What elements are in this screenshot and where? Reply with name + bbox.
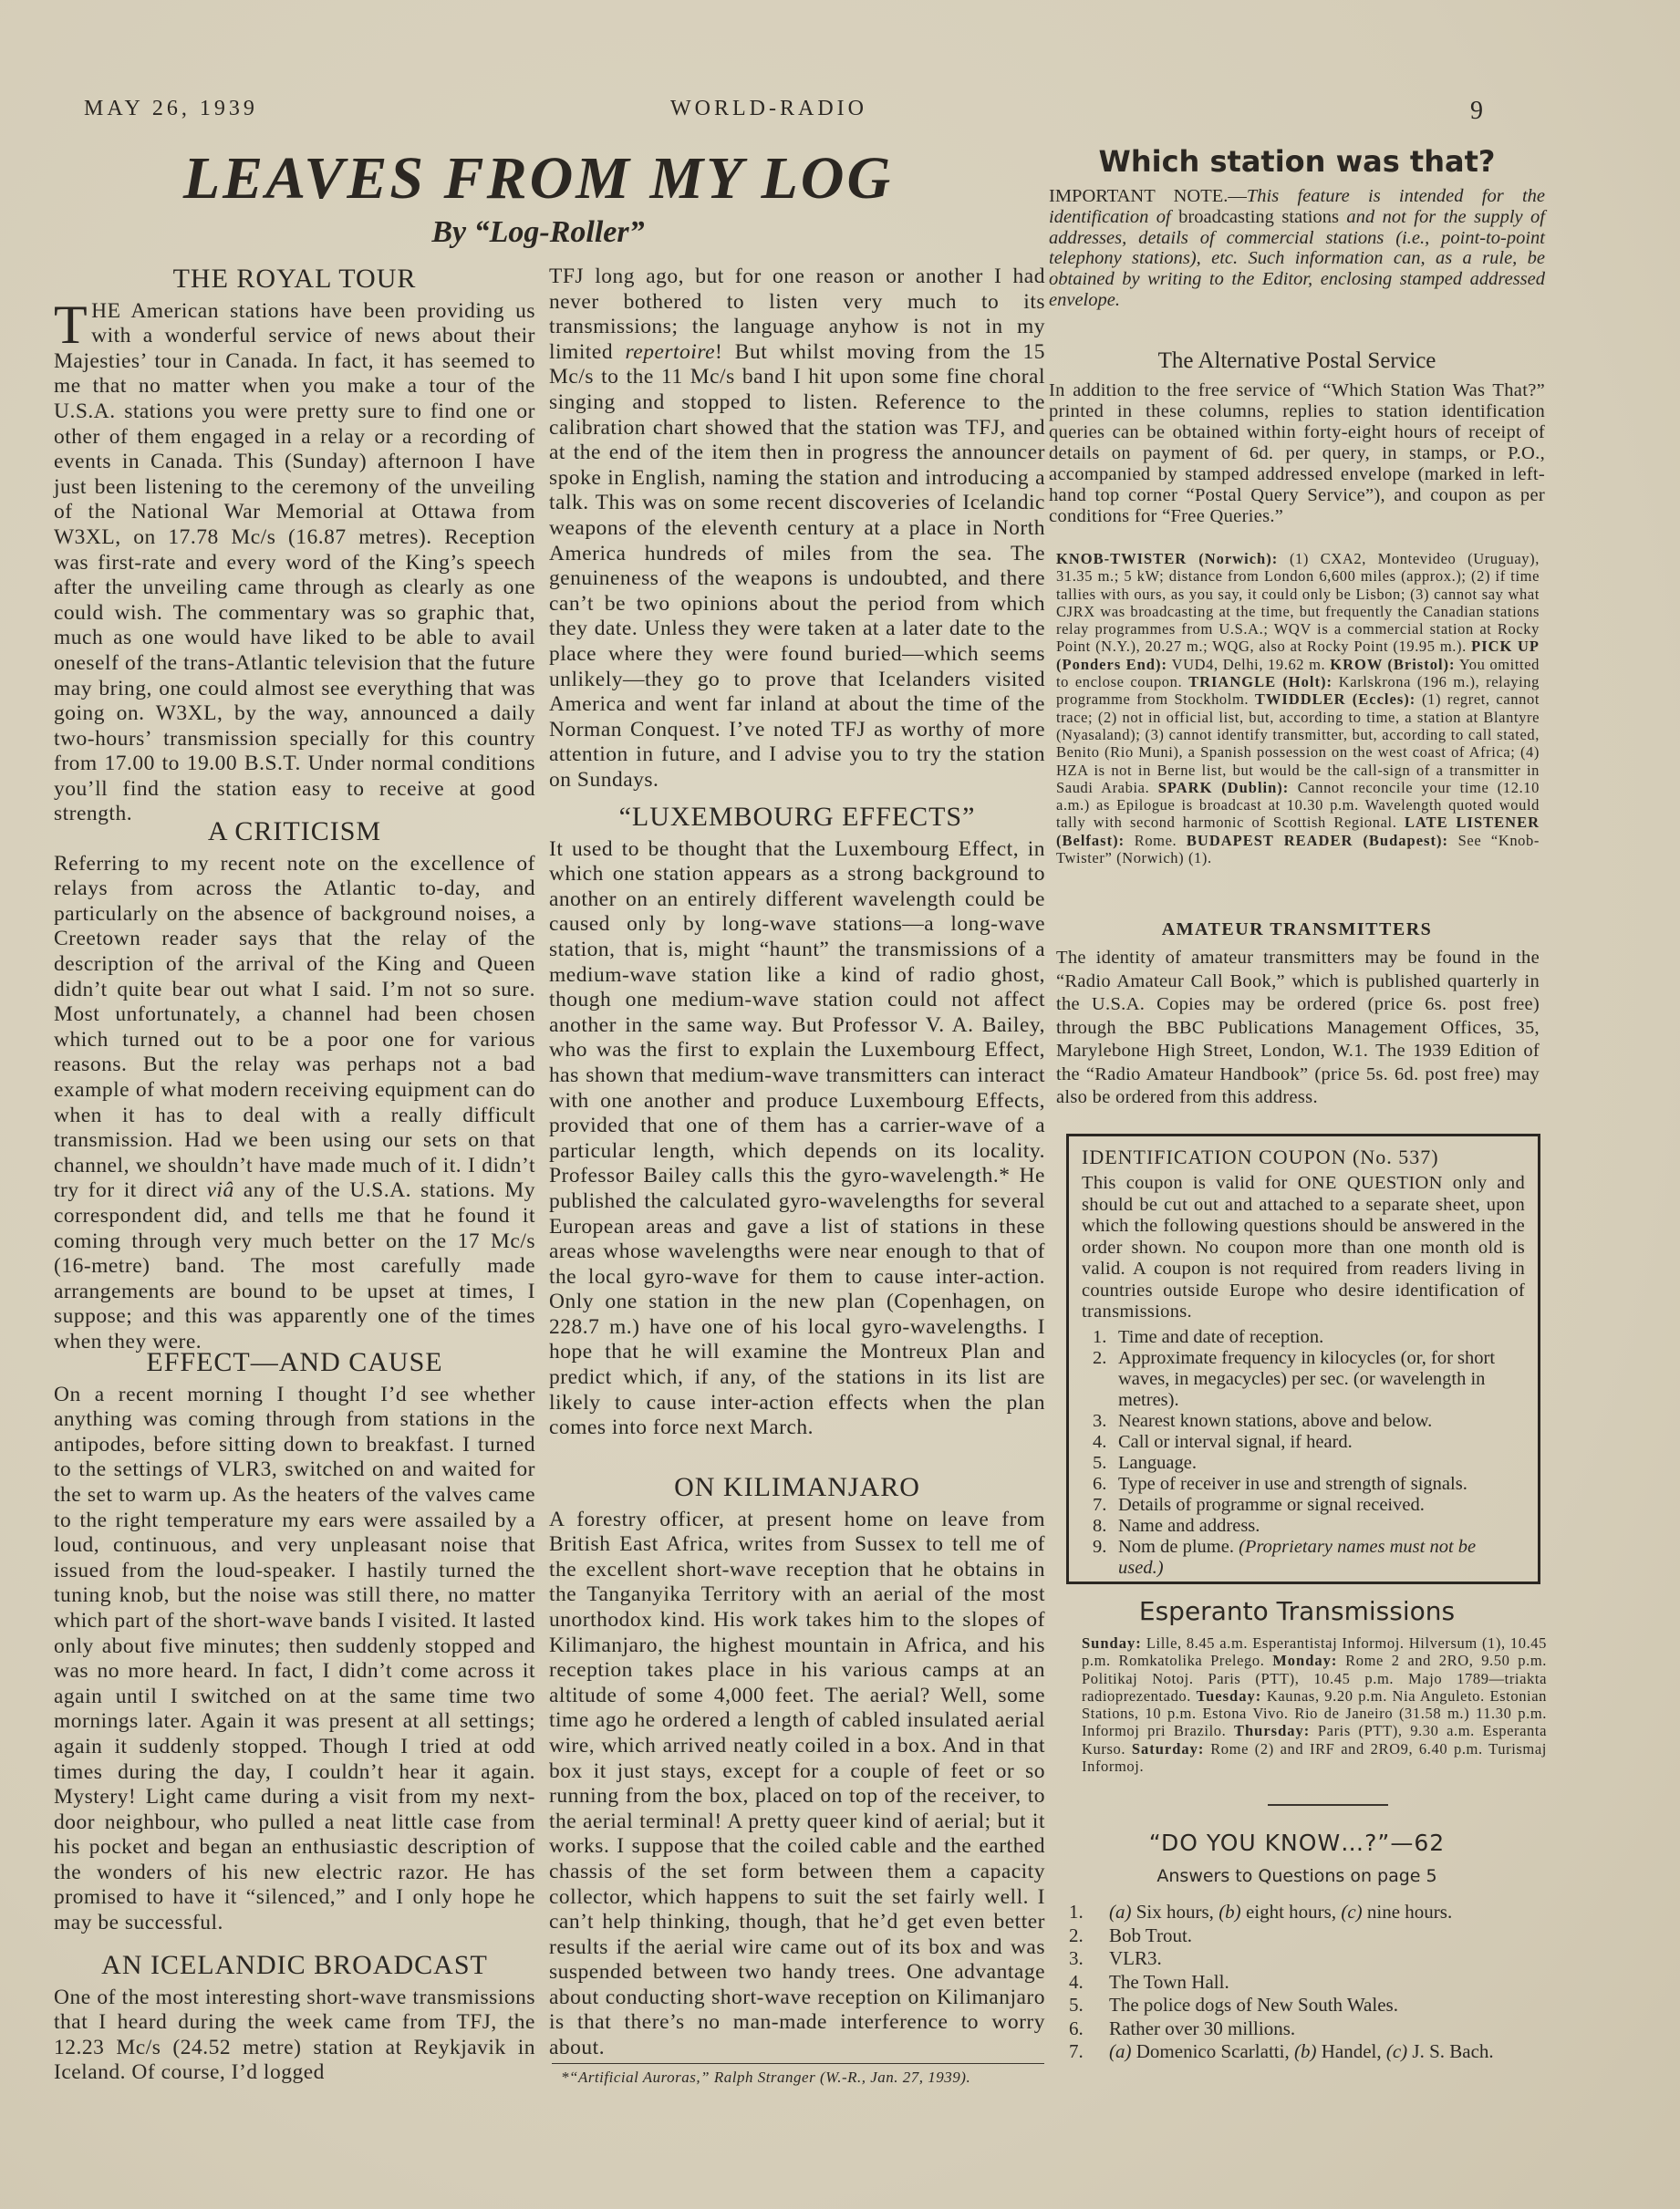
text-run: Approximate frequency in kilocycles (or, for short waves, in megacycles) per sec. (or wavelength in metres). [1118,1347,1496,1410]
answers-list [1069,1901,1547,2064]
paragraph [54,1383,535,1936]
text-run: nine hours. [1362,1901,1453,1923]
item-number: 2. [1069,1924,1084,1946]
list-item [1069,2017,1547,2041]
text-run: TFJ long ago, but for one reason or another I had never bothered to listen very much to its transmissions; the language anyhow is not in my limited [549,264,1045,364]
paragraph [54,1986,535,2086]
esperanto-heading: Esperanto Transmissions [1138,1596,1456,1626]
text-run: J. S. Bach. [1407,2040,1494,2062]
text-run: Six hours, [1131,1901,1219,1923]
bold-run: Tuesday: [1196,1686,1262,1705]
text-run: Nom de plume. [1118,1536,1239,1557]
amateur-heading: AMATEUR TRANSMITTERS [1161,919,1433,939]
list-item [1082,1516,1525,1537]
page-number: 9 [1470,97,1487,125]
item-number: 8. [1093,1515,1107,1536]
article-byline: By “Log-Roller” [431,215,645,249]
text-run: Paris (PTT), 9.30 a.m. Esperanta Kurso. [1082,1722,1547,1758]
list-item [1082,1348,1525,1411]
text-run: One of the most interesting short-wave transmissions that I heard during the week came from TFJ, the 12.23 Mc/s (24.52 metre) station at Reykjavik in Iceland. Of course, I’d logged [54,1985,535,2085]
coupon-question-list [1082,1327,1525,1579]
item-number: 4. [1069,1970,1084,1993]
text-run: and not for the supply of addresses, details of commercial stations (i.e., point-to-point telephony stations), etc. Such information can, as a rule, be obtained by writing to the Editor, enclosing stamped addressed envelope. [1049,206,1546,310]
station-answers [1056,550,1540,866]
text-run: Language. [1118,1452,1197,1473]
bold-run: TRIANGLE (Holt): [1188,673,1333,691]
bold-run: Monday: [1272,1652,1338,1670]
text-run: Details of programme or signal received. [1118,1494,1425,1515]
bold-run: LATE LISTENER (Belfast): [1056,814,1540,849]
paragraph [549,1508,1045,2061]
text-run: broadcasting stations [1178,206,1339,227]
important-note [1049,186,1545,311]
item-number: 1. [1093,1326,1107,1347]
text-run: Rome. [1125,831,1187,849]
which-station-title: Which station was that? [1098,144,1496,179]
footnote: *“Artificial Auroras,” Ralph Stranger (W.-R., Jan. 27, 1939). [561,2069,971,2086]
text-run: Handel, [1316,2040,1386,2062]
list-item [1082,1327,1525,1348]
text-run: HE American stations have been providing us with a wonderful service of news about their Majesties’ tour in Canada. In fact, it has seemed to me that no matter when you make a tour of the U.S.A. stations you were pretty sure to find one or other of them engaged in a relay or a recording of events in Canada. This (Sunday) afternoon I have just been listening to the ceremony of the unveiling of the National War Memorial at Ottawa from W3XL, on 17.78 Mc/s (16.87 metres). Reception was first-rate and every word of the King’s speech after the unveiling came through as clearly as one could wish. The commentary was so graphic that, much as one would have liked to be able to avail oneself of the trans-Atlantic television that the future may bring, one could almost see everything that was going on. W3XL, by the way, announced a daily two-hours’ transmission specially for this country from 17.00 to 19.00 B.S.T. Under normal conditions you’ll find the station easy to receive at good strength. [54,298,535,826]
text-run: See “Knob-Twister” (Norwich) (1). [1056,831,1540,867]
section-effect-and-cause [54,1347,535,1936]
list-item [1082,1453,1525,1474]
esperanto-schedule [1082,1634,1547,1775]
item-number: 2. [1093,1347,1107,1368]
section-luxembourg-effects [549,804,1045,1441]
footnote-divider [552,2063,1044,2064]
text-run: IMPORTANT NOTE.— [1049,186,1247,206]
text-run: A forestry officer, at present home on leave from British East Africa, writes from Sussex to tell me of the excellent short-wave reception that he obtains in the Tanganyika Territory with an aerial of the most unorthodox kind. His work takes him to the slopes of Kilimanjaro, the highest mountain in Africa, and his reception takes place in his various camps at an altitude of some 4,000 feet. The aerial? Well, some time ago he ordered a length of cabled insulated aerial wire, which arrived neatly coiled in a box. And in that box it just stays, except for a couple of feet or so running from the box, placed on top of the receiver, to the aerial terminal! A pretty queer kind of aerial; but it works. I suppose that the coiled cable and the earthed chassis of the set form between them a capacity collector, which happens to suit the set fairly well. I can’t help thinking, though, that he’d get even better results if the aerial wire came out of its box and was suspended between two handy trees. One advantage about conducting short-wave reception on Kilimanjaro is that there’s no man-made interference to worry about. [549,1507,1045,2060]
text-run: VUD4, Delhi, 19.62 m. [1167,655,1331,673]
item-number: 4. [1093,1431,1107,1452]
paragraph [549,837,1045,1441]
amateur-text: The identity of amateur transmitters may be found in the “Radio Amateur Call Book,” which is published quarterly in the U.S.A. Copies may be ordered (price 6s. post free) through the BBC Publications Management Offices, 35, Marylebone High Street, London, W.1. The 1939 Edition of the “Radio Amateur Handbook” (price 5s. 6d. post free) may also be ordered from this address. [1056,948,1540,1107]
item-number: 3. [1093,1410,1107,1431]
text-run: (b) [1219,1901,1241,1923]
coupon-title: IDENTIFICATION COUPON (No. 537) [1082,1146,1439,1168]
issue-date: MAY 26, 1939 [84,97,258,120]
text-run: (1) regret, cannot trace; (2) not in official list, but, according to time, a station at Blantyre (Nyasaland); (3) cannot identify transmitter, but, according to call stated, Benito (Rio Muni), a Spanish possession on the west coast of Africa; (4) HZA is not in Berne list, but would be the call-sign of a transmitter in Saudi Arabia. [1056,690,1540,796]
text-run: Time and date of reception. [1118,1326,1324,1347]
drop-cap: T [54,294,88,355]
identification-coupon [1066,1134,1540,1584]
do-you-know-subtitle: Answers to Questions on page 5 [1156,1866,1437,1886]
text-run: Type of receiver in use and strength of signals. [1118,1473,1467,1494]
item-number: 9. [1093,1536,1107,1557]
list-item [1069,1994,1547,2017]
text-run: Call or interval signal, if heard. [1118,1431,1353,1452]
bold-run: PICK UP (Ponders End): [1056,638,1540,673]
text-run: This feature is intended for the identification of [1049,186,1545,227]
bold-run: TWIDDLER (Eccles): [1254,690,1416,709]
section-icelandic-broadcast [54,1950,535,2086]
text-run: (a) [1109,1901,1132,1923]
item-number: 6. [1093,1473,1107,1494]
list-item [1069,1947,1547,1971]
list-item [1069,2040,1547,2064]
paragraph [549,264,1045,793]
bold-run: SPARK (Dublin): [1157,778,1290,796]
item-number: 1. [1069,1901,1084,1923]
publication-name: WORLD-RADIO [670,97,867,120]
section-divider [1268,1804,1388,1806]
section-criticism [54,816,536,1354]
text-run: eight hours, [1240,1901,1342,1923]
text-run: You omitted to enclose coupon. [1056,655,1540,691]
bold-run: KROW (Bristol): [1330,655,1456,673]
text-run: Bob Trout. [1109,1924,1193,1946]
article-title: LEAVES FROM MY LOG [182,145,894,212]
paragraph [54,852,535,1355]
text-run: repertoire [625,339,716,364]
text-run: Domenico Scarlatti, [1131,2040,1294,2062]
text-run: (1) CXA2, Montevideo (Uruguay), 31.35 m.; 5 kW; distance from London 6,600 miles (approx.); (2) if time tallies with ours, as you say, it could only be Lisbon; (3) cannot say what CJRX was broadcasting at the time, but frequently the Canadian stations relay programmes from U.S.A.; WQV is a commercial station at Rocky Point (N.Y.), 20.27 m.; WQG, also at Rocky Point (19.95 m.). [1056,550,1540,656]
text-run: ! But whilst moving from the 15 Mc/s to the 11 Mc/s band I hit upon some fine choral singing and stopped to listen. Reference to the calibration chart showed that the station was TFJ, and at the end of the item then in progress the announcer spoke in English, naming the station and introducing a talk. This was on some recent discoveries of Icelandic weapons of the eleventh century at a place in North America hundreds of miles from the sea. The genuineness of the weapons is undoubted, and there can’t be two opinions about the period from which they date. Unless they were taken at a later date to the place where they were found buried—which seems unlikely—they go to prove that Icelanders visited America and went far inland at about the time of the Norman Conquest. I’ve noted TFJ as worthy of more attention in future, and I advise you to try the station on Sundays. [549,339,1045,792]
bold-run: Sunday: [1082,1634,1142,1652]
text-run: VLR3. [1109,1947,1162,1969]
item-number: 6. [1069,2017,1084,2039]
text-run: Rome 2 and 2RO, 9.50 p.m. Politikaj Notoj. Paris (PTT), 10.45 p.m. Majo 1789—triakta radioprezentado. [1082,1652,1548,1705]
text-run: any of the U.S.A. stations. My correspondent did, and tells me that he found it coming through very much better on the 17 Mc/s (16-metre) band. The most carefully made arrangements are bound to be upset at times, I suppose; and this was apparently one of the times when they were. [54,1178,536,1353]
coupon-text: This coupon is valid for ONE QUESTION only and should be cut out and attached to a separate sheet, upon which the following questions should be answered in the order shown. No coupon more than one month old is valid. A coupon is not required from readers living in countries outside Europe who desire identification of transmissions. [1082,1173,1525,1322]
text-run: It used to be thought that the Luxembourg Effect, in which one station appears as a strong background to another on an entirely different wavelength could be caused only by long-wave stations—a long-wave station, that is, might “haunt” the transmissions of a medium-wave station like a kind of radio ghost, though one medium-wave station could not affect another in the same way. But Professor V. A. Bailey, who was the first to explain the Luxembourg Effect, has shown that medium-wave transmitters can interact with one another and produce Luxembourg Effects, provided that one of them has a carrier-wave of a particular length, which depends on its locality. Professor Bailey calls this the gyro-wavelength.* He published the calculated gyro-wavelengths for several European areas and gave a list of stations in these areas whose wavelengths were near enough to that of the local gyro-wave for them to cause inter-action. Only one station in the new plan (Copenhagen, on 228.7 m.) have one of his local gyro-wavelengths. I hope that he will examine the Montreux Plan and predict which, if any, of the stations in its list are likely to cause inter-action effects when the plan comes into force next March. [549,836,1045,1440]
text-run: The police dogs of New South Wales. [1109,1994,1398,2016]
item-number: 7. [1069,2040,1084,2062]
text-run: (Proprietary names must not be used.) [1118,1536,1477,1578]
bold-run: Thursday: [1233,1722,1311,1740]
section-heading: AN ICELANDIC BROADCAST [101,1950,488,1980]
paragraph [54,294,535,827]
text-run: On a recent morning I thought I’d see whether anything was coming through from stations in the antipodes, before sitting down to breakfast. I turned to the settings of VLR3, switched on and waited for the set to warm up. As the heaters of the valves came to the right temperature my ears were assailed by a loud, continuous, and very unpleasant noise that issued from the loud-speaker. I hastily turned the tuning knob, but the noise was still there, no matter which part of the short-wave bands I visited. It lasted only about five minutes; then suddenly stopped and was no more heard. In fact, I didn’t come across it again until I switched on at the same time two mornings later. Again it was present at all settings; again it suddenly stopped. Though I tried at odd times during the day, I couldn’t hear it again. Mystery! Light came during a visit from my next-door neighbour, who pulled a neat little case from his pocket and began an enthusiastic description of the wonders of his new electric razor. He has promised to have it “silenced,” and I only hope he may be successful. [54,1382,535,1935]
bold-run: Saturday: [1131,1739,1205,1758]
item-number: 5. [1069,1994,1084,2016]
list-item [1069,1901,1547,1924]
postal-service-text: In addition to the free service of “Which Station Was That?” printed in these columns, replies to station identification queries can be obtained within forty-eight hours of receipt of details on payment of 6d. per query, in stamps, or P.O., accompanied by stamped addressed envelope (marked in left-hand top corner “Postal Query Service”), and coupon as per conditions for “Free Queries.” [1049,380,1545,526]
text-run: Rome (2) and IRF and 2RO9, 6.40 p.m. Turismaj Informoj. [1082,1739,1547,1776]
bold-run: KNOB-TWISTER (Norwich): [1056,550,1279,567]
postal-service-heading: The Alternative Postal Service [1157,348,1436,373]
text-run: (c) [1385,2040,1408,2062]
text-run: Lille, 8.45 a.m. Esperantistaj Informoj. Hilversum (1), 10.45 p.m. Romkatolika Prelego. [1082,1634,1547,1670]
do-you-know-answers [1069,1897,1547,2064]
section-heading: THE ROYAL TOUR [172,264,417,294]
item-number: 3. [1069,1947,1084,1969]
item-number: 7. [1093,1494,1107,1515]
text-run: The Town Hall. [1109,1970,1229,1993]
list-item [1082,1537,1525,1579]
text-run: (a) [1109,2040,1132,2062]
section-heading: A CRITICISM [207,816,382,846]
list-item [1082,1432,1525,1453]
text-run: Kaunas, 9.20 p.m. Nia Anguleto. Estonian Stations, 10 p.m. Estona Vivo. Rio de Janeiro (31.58 m.) 11.30 p.m. Informoj pri Brazilo. [1082,1686,1548,1740]
list-item [1082,1474,1525,1495]
section-heading: ON KILIMANJARO [674,1472,920,1502]
list-item [1082,1411,1525,1432]
section-heading: “LUXEMBOURG EFFECTS” [618,802,976,832]
list-item [1069,1971,1547,1995]
text-run: viâ [206,1178,234,1203]
do-you-know-heading: “DO YOU KNOW…?”—62 [1148,1830,1446,1856]
list-item [1069,1924,1547,1948]
list-item [1082,1495,1525,1516]
section-heading: EFFECT—AND CAUSE [146,1347,443,1377]
text-run: Nearest known stations, above and below. [1118,1410,1433,1431]
item-number: 5. [1093,1452,1107,1473]
text-run: Name and address. [1118,1515,1260,1536]
section-royal-tour [54,266,535,827]
text-run: (b) [1293,2040,1317,2062]
section-kilimanjaro [549,1472,1045,2061]
text-run: Karlskrona (196 m.), relaying programme from Stockholm. [1056,673,1540,709]
text-run: Cannot reconcile your time (12.10 a.m.) as Epilogue is broadcast at 10.30 p.m. Wavelength quoted would tally with second harmonic of Scottish Regional. [1056,778,1540,832]
text-run: Referring to my recent note on the excellence of relays from across the Atlantic to-day, and particularly on the absence of background noises, a Creetown reader says that the relay of the description of the arrival of the King and Queen didn’t quite bear out what I said. I’m not so sure. Most unfortunately, a channel had been chosen which turned out to be a poor one for various reasons. But the relay was perhaps not a bad example of what modern receiving equipment can do when it has to deal with a really difficult transmission. Had we been using our sets on that channel, we shouldn’t have made much of it. I didn’t try for it direct [54,851,535,1203]
section-icelandic-continued [549,264,1045,793]
bold-run: BUDAPEST READER (Budapest): [1186,831,1448,849]
text-run: Rather over 30 millions. [1109,2017,1296,2039]
text-run: (c) [1341,1901,1363,1923]
